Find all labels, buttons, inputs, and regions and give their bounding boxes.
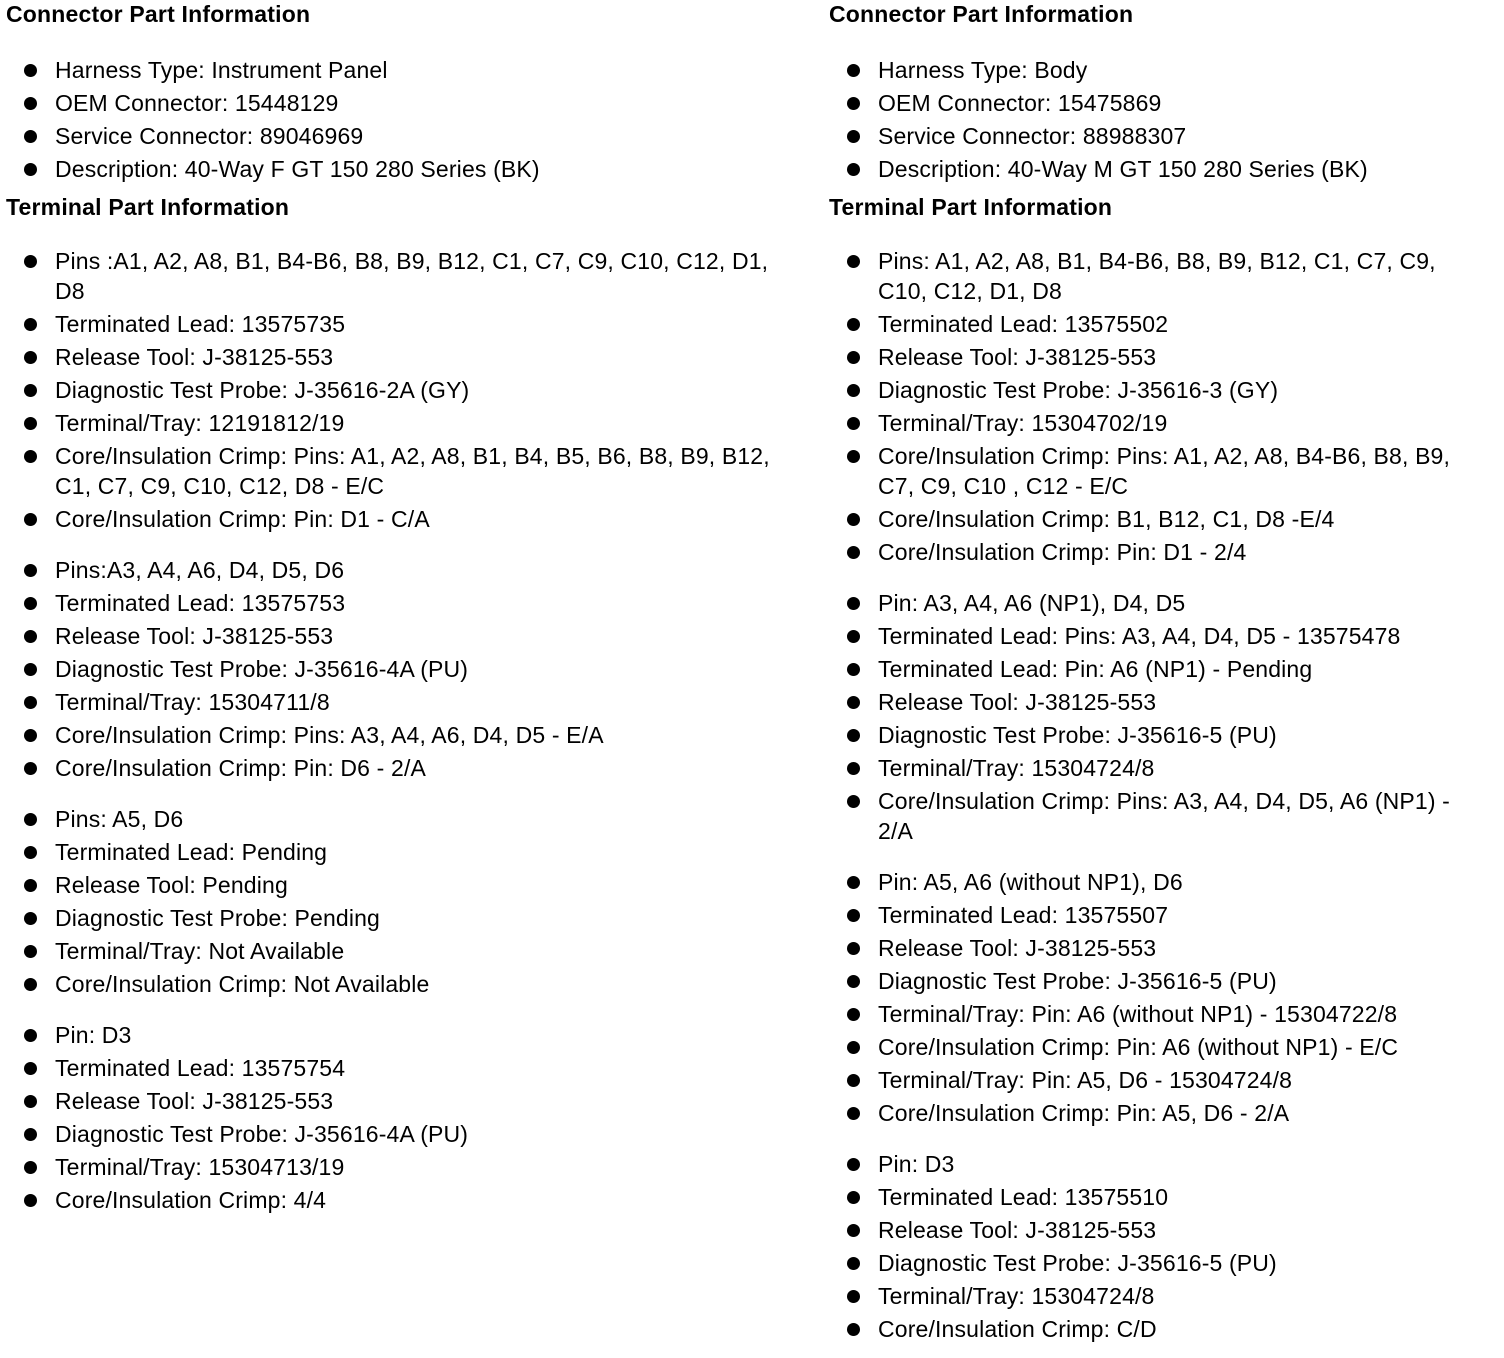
list-item (6, 687, 775, 717)
list-item-text: Release Tool: J-38125-553 (55, 1088, 334, 1114)
bullet-icon (24, 64, 37, 77)
list-item-text: Release Tool: J-38125-553 (878, 689, 1157, 715)
bullet-icon (847, 546, 860, 559)
list-item-text: Terminated Lead: 13575735 (55, 311, 346, 337)
bullet-icon (24, 846, 37, 859)
list-item-text: Terminated Lead: Pins: A3, A4, D4, D5 - 13575478 (878, 623, 1401, 649)
bullet-icon (847, 1158, 860, 1171)
list-item (829, 687, 1478, 717)
list-item-text: Core/Insulation Crimp: 4/4 (55, 1187, 327, 1213)
list-item-text: Release Tool: J-38125-553 (878, 344, 1157, 370)
list-item-text: OEM Connector: 15475869 (878, 90, 1162, 116)
list-item (829, 246, 1478, 306)
bullet-icon (24, 1062, 37, 1075)
list-item (6, 408, 775, 438)
list-item (829, 504, 1478, 534)
list-item-text: Release Tool: J-38125-553 (55, 623, 334, 649)
list-item (829, 1314, 1478, 1344)
bullet-icon (24, 564, 37, 577)
list-item-text: Core/Insulation Crimp: Pin: D1 - C/A (55, 506, 430, 532)
list-item-text: Harness Type: Instrument Panel (55, 57, 388, 83)
list-item (6, 1185, 775, 1215)
list-item (829, 441, 1478, 501)
bullet-icon (847, 909, 860, 922)
list-item (829, 1248, 1478, 1278)
list-item-text: Pins: A5, D6 (55, 806, 184, 832)
list-item (829, 753, 1478, 783)
bullet-icon (24, 813, 37, 826)
list-item-text: Diagnostic Test Probe: J-35616-4A (PU) (55, 656, 469, 682)
bullet-icon (847, 318, 860, 331)
list-item (829, 1149, 1478, 1179)
list-item-text: Release Tool: J-38125-553 (878, 1217, 1157, 1243)
list-item (6, 936, 775, 966)
bullet-icon (847, 876, 860, 889)
list-item (829, 88, 1478, 118)
list-item-text: Terminal/Tray: Pin: A5, D6 - 15304724/8 (878, 1067, 1293, 1093)
terminal-group-3 (829, 867, 1499, 1128)
terminal-group-4 (829, 1149, 1499, 1344)
bullet-icon (24, 1161, 37, 1174)
list-item-text: Core/Insulation Crimp: Pins: A3, A4, D4, D5, A6 (NP1) - 2/A (878, 788, 1450, 844)
list-item (6, 753, 775, 783)
list-item-text: Core/Insulation Crimp: Pin: A5, D6 - 2/A (878, 1100, 1290, 1126)
list-item-text: Terminated Lead: 13575510 (878, 1184, 1169, 1210)
list-item (6, 1053, 775, 1083)
list-item-text: Pin: D3 (878, 1151, 955, 1177)
list-item-text: Terminated Lead: Pending (55, 839, 328, 865)
terminal-group-3 (6, 804, 806, 999)
list-item (6, 246, 775, 306)
list-item-text: Core/Insulation Crimp: Pins: A1, A2, A8, B1, B4, B5, B6, B8, B9, B12, C1, C7, C9, C10, C12, D8 - E/C (55, 443, 770, 499)
list-item-text: Core/Insulation Crimp: B1, B12, C1, D8 -E/4 (878, 506, 1335, 532)
list-item (6, 903, 775, 933)
list-item-text: Terminated Lead: 13575754 (55, 1055, 346, 1081)
bullet-icon (847, 1257, 860, 1270)
bullet-icon (847, 663, 860, 676)
list-item (6, 870, 775, 900)
list-item-text: Harness Type: Body (878, 57, 1088, 83)
bullet-icon (24, 318, 37, 331)
list-item (829, 933, 1478, 963)
list-item (829, 621, 1478, 651)
list-item (829, 537, 1478, 567)
bullet-icon (847, 1107, 860, 1120)
list-item (6, 1119, 775, 1149)
list-item (829, 1215, 1478, 1245)
bullet-icon (847, 729, 860, 742)
bullet-icon (24, 663, 37, 676)
terminal-group-2 (829, 588, 1499, 846)
list-item-text: Core/Insulation Crimp: Pins: A3, A4, A6, D4, D5 - E/A (55, 722, 604, 748)
bullet-icon (847, 1074, 860, 1087)
list-item (829, 1032, 1478, 1062)
bullet-icon (24, 729, 37, 742)
bullet-icon (24, 1095, 37, 1108)
list-item (829, 121, 1478, 151)
bullet-icon (24, 163, 37, 176)
bullet-icon (24, 450, 37, 463)
list-item-text: Diagnostic Test Probe: J-35616-4A (PU) (55, 1121, 469, 1147)
list-item-text: Pin: A5, A6 (without NP1), D6 (878, 869, 1183, 895)
list-item-text: Pins :A1, A2, A8, B1, B4-B6, B8, B9, B12, C1, C7, C9, C10, C12, D1, D8 (55, 248, 769, 304)
list-item (829, 342, 1478, 372)
bullet-icon (847, 1008, 860, 1021)
list-item-text: Release Tool: Pending (55, 872, 288, 898)
bullet-icon (847, 384, 860, 397)
list-item (829, 720, 1478, 750)
list-item (829, 654, 1478, 684)
list-item-text: Terminal/Tray: 15304702/19 (878, 410, 1168, 436)
list-item-text: Diagnostic Test Probe: J-35616-5 (PU) (878, 968, 1277, 994)
bullet-icon (847, 975, 860, 988)
bullet-icon (24, 351, 37, 364)
list-item-text: Terminated Lead: Pin: A6 (NP1) - Pending (878, 656, 1313, 682)
list-item-text: Core/Insulation Crimp: Pin: D1 - 2/4 (878, 539, 1247, 565)
list-item-text: Terminated Lead: 13575507 (878, 902, 1169, 928)
list-item (6, 969, 775, 999)
list-item (6, 342, 775, 372)
list-item (829, 1098, 1478, 1128)
bullet-icon (847, 597, 860, 610)
list-item-text: Release Tool: J-38125-553 (878, 935, 1157, 961)
list-item (829, 999, 1478, 1029)
bullet-icon (24, 130, 37, 143)
list-item (829, 309, 1478, 339)
bullet-icon (24, 255, 37, 268)
bullet-icon (847, 795, 860, 808)
list-item (829, 1281, 1478, 1311)
connector-part-heading: Connector Part Information (6, 1, 311, 27)
list-item (6, 555, 775, 585)
list-item (6, 654, 775, 684)
list-item-text: Terminal/Tray: 15304711/8 (55, 689, 330, 715)
list-item (6, 720, 775, 750)
terminal-part-heading: Terminal Part Information (6, 194, 290, 220)
list-item (6, 504, 775, 534)
bullet-icon (24, 1029, 37, 1042)
list-item (829, 900, 1478, 930)
list-item (6, 621, 775, 651)
list-item-text: Release Tool: J-38125-553 (55, 344, 334, 370)
list-item-text: Terminal/Tray: Not Available (55, 938, 345, 964)
bullet-icon (847, 417, 860, 430)
connector-part-heading: Connector Part Information (829, 1, 1134, 27)
list-item (829, 867, 1478, 897)
list-item-text: Diagnostic Test Probe: J-35616-2A (GY) (55, 377, 470, 403)
bullet-icon (24, 97, 37, 110)
left-column (6, 0, 806, 1218)
bullet-icon (847, 450, 860, 463)
bullet-icon (847, 1041, 860, 1054)
bullet-icon (24, 1128, 37, 1141)
list-item (6, 88, 775, 118)
connector-part-list (6, 55, 806, 184)
list-item (6, 837, 775, 867)
list-item (829, 375, 1478, 405)
list-item (829, 588, 1478, 618)
bullet-icon (24, 384, 37, 397)
bullet-icon (847, 1191, 860, 1204)
list-item (829, 55, 1478, 85)
list-item-text: Terminal/Tray: Pin: A6 (without NP1) - 15304722/8 (878, 1001, 1398, 1027)
list-item-text: Terminal/Tray: 15304724/8 (878, 1283, 1155, 1309)
bullet-icon (847, 942, 860, 955)
list-item (6, 375, 775, 405)
bullet-icon (847, 1323, 860, 1336)
list-item-text: Terminated Lead: 13575502 (878, 311, 1169, 337)
bullet-icon (24, 978, 37, 991)
bullet-icon (24, 417, 37, 430)
bullet-icon (847, 762, 860, 775)
list-item-text: Terminal/Tray: 12191812/19 (55, 410, 345, 436)
bullet-icon (847, 351, 860, 364)
list-item (6, 804, 775, 834)
list-item (6, 441, 775, 501)
list-item-text: Core/Insulation Crimp: C/D (878, 1316, 1157, 1342)
list-item-text: Diagnostic Test Probe: Pending (55, 905, 380, 931)
list-item (829, 786, 1478, 846)
bullet-icon (847, 163, 860, 176)
bullet-icon (847, 1224, 860, 1237)
list-item (829, 966, 1478, 996)
bullet-icon (847, 513, 860, 526)
list-item (829, 408, 1478, 438)
list-item-text: Core/Insulation Crimp: Not Available (55, 971, 430, 997)
bullet-icon (24, 912, 37, 925)
list-item-text: OEM Connector: 15448129 (55, 90, 339, 116)
list-item-text: Description: 40-Way M GT 150 280 Series (BK) (878, 156, 1368, 182)
list-item-text: Service Connector: 88988307 (878, 123, 1187, 149)
bullet-icon (24, 597, 37, 610)
list-item (829, 1182, 1478, 1212)
list-item (6, 588, 775, 618)
list-item-text: Terminal/Tray: 15304713/19 (55, 1154, 345, 1180)
list-item-text: Diagnostic Test Probe: J-35616-3 (GY) (878, 377, 1279, 403)
list-item-text: Core/Insulation Crimp: Pin: A6 (without NP1) - E/C (878, 1034, 1399, 1060)
list-item-text: Diagnostic Test Probe: J-35616-5 (PU) (878, 722, 1277, 748)
list-item-text: Pin: A3, A4, A6 (NP1), D4, D5 (878, 590, 1186, 616)
bullet-icon (24, 1194, 37, 1207)
list-item-text: Terminated Lead: 13575753 (55, 590, 346, 616)
bullet-icon (24, 630, 37, 643)
terminal-group-2 (6, 555, 806, 783)
bullet-icon (24, 945, 37, 958)
list-item (6, 1086, 775, 1116)
list-item-text: Service Connector: 89046969 (55, 123, 364, 149)
list-item (6, 1152, 775, 1182)
list-item-text: Pins: A1, A2, A8, B1, B4-B6, B8, B9, B12, C1, C7, C9, C10, C12, D1, D8 (878, 248, 1436, 304)
list-item (6, 154, 775, 184)
list-item-text: Core/Insulation Crimp: Pins: A1, A2, A8, B4-B6, B8, B9, C7, C9, C10 , C12 - E/C (878, 443, 1451, 499)
bullet-icon (847, 1290, 860, 1303)
list-item-text: Diagnostic Test Probe: J-35616-5 (PU) (878, 1250, 1277, 1276)
list-item (829, 1065, 1478, 1095)
bullet-icon (847, 630, 860, 643)
list-item-text: Description: 40-Way F GT 150 280 Series (BK) (55, 156, 540, 182)
list-item-text: Pin: D3 (55, 1022, 132, 1048)
bullet-icon (847, 696, 860, 709)
bullet-icon (847, 64, 860, 77)
list-item-text: Pins:A3, A4, A6, D4, D5, D6 (55, 557, 345, 583)
bullet-icon (24, 762, 37, 775)
bullet-icon (847, 130, 860, 143)
list-item-text: Core/Insulation Crimp: Pin: D6 - 2/A (55, 755, 426, 781)
bullet-icon (847, 97, 860, 110)
bullet-icon (24, 696, 37, 709)
terminal-group-1 (829, 246, 1499, 567)
list-item-text: Terminal/Tray: 15304724/8 (878, 755, 1155, 781)
list-item (829, 154, 1478, 184)
terminal-part-heading: Terminal Part Information (829, 194, 1113, 220)
terminal-group-1 (6, 246, 806, 534)
bullet-icon (847, 255, 860, 268)
bullet-icon (24, 513, 37, 526)
list-item (6, 1020, 775, 1050)
list-item (6, 309, 775, 339)
bullet-icon (24, 879, 37, 892)
list-item (6, 121, 775, 151)
right-column (829, 0, 1499, 1347)
list-item (6, 55, 775, 85)
connector-part-list (829, 55, 1499, 184)
terminal-group-4 (6, 1020, 806, 1215)
